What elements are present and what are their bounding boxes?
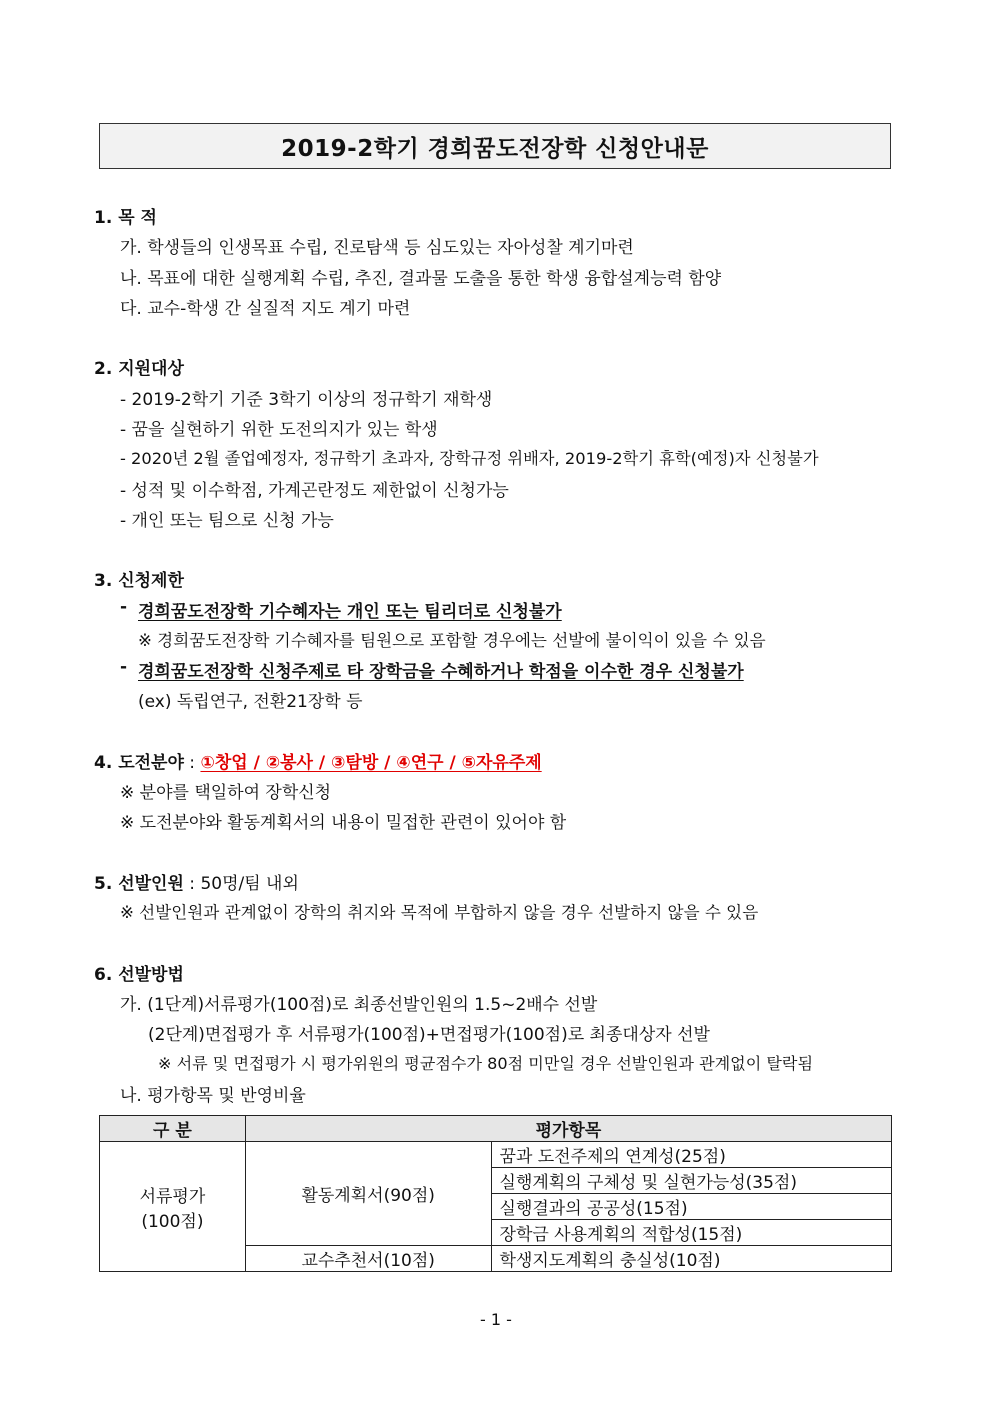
section-2-item: - 개인 또는 팀으로 신청 가능 [120,511,334,531]
section-4-heading: 4. 도전분야 [94,753,184,773]
title-box [99,123,891,169]
section-6-heading: 6. 선발방법 [94,965,184,985]
section-5-heading: 5. 선발인원 [94,874,184,894]
category-name: 서류평가 [139,1186,206,1207]
evaluation-table [99,1115,892,1272]
evaluation-item: 학생지도계획의 충실성(10점) [491,1246,891,1272]
challenge-fields: ①창업 / ②봉사 / ③탐방 / ④연구 / ⑤자유주제 [200,753,542,773]
section-5-note: ※ 선발인원과 관계없이 장학의 취지와 목적에 부합하지 않을 경우 선발하지 않을 수 있음 [120,903,759,922]
section-1-item: 가. 학생들의 인생목표 수립, 진로탐색 등 심도있는 자아성찰 계기마련 [120,238,634,258]
section-4-note: ※ 도전분야와 활동계획서의 내용이 밀접한 관련이 있어야 함 [120,813,567,833]
page-number: - 1 - [480,1310,512,1329]
selection-step-1: 가. (1단계)서류평가(100점)로 최종선발인원의 1.5~2배수 선발 [120,995,598,1015]
section-1-heading: 1. 목 적 [94,208,157,228]
evaluation-items-label: 나. 평가항목 및 반영비율 [120,1086,306,1106]
category-cell [100,1142,246,1272]
restriction-dash: - [120,597,128,617]
evaluation-item: 장학금 사용계획의 적합성(15점) [491,1220,891,1246]
header-evaluation-items: 평가항목 [245,1116,891,1142]
restriction-item-2: 경희꿈도전장학 신청주제로 타 장학금을 수혜하거나 학점을 이수한 경우 신청불가 [138,662,744,682]
activity-plan-cell: 활동계획서(90점) [245,1142,491,1246]
header-category: 구 분 [100,1116,246,1142]
section-1-item: 나. 목표에 대한 실행계획 수립, 추진, 결과물 도출을 통한 학생 융합설계능력 함양 [120,269,722,289]
restriction-dash: - [120,657,128,677]
selection-step-2: (2단계)면접평가 후 서류평가(100점)+면접평가(100점)로 최종대상자 선발 [148,1025,710,1045]
section-3-heading: 3. 신청제한 [94,571,184,591]
evaluation-item: 실행결과의 공공성(15점) [491,1194,891,1220]
restriction-item-1: 경희꿈도전장학 기수혜자는 개인 또는 팀리더로 신청불가 [138,602,562,622]
section-4-separator: : [183,753,201,773]
evaluation-item: 꿈과 도전주제의 연계성(25점) [491,1142,891,1168]
section-4-line [94,748,542,773]
section-4-note: ※ 분야를 택일하여 장학신청 [120,783,332,803]
section-2-item: - 성적 및 이수학점, 가계곤란정도 제한없이 신청가능 [120,481,509,501]
category-points: (100점) [141,1211,204,1232]
selection-count: : 50명/팀 내외 [183,874,299,894]
selection-note: ※ 서류 및 면접평가 시 평가위원의 평균점수가 80점 미만일 경우 선발인원과 관계없이 탈락됨 [158,1054,814,1073]
section-2-item: - 꿈을 실현하기 위한 도전의지가 있는 학생 [120,420,438,440]
section-2-heading: 2. 지원대상 [94,359,184,379]
restriction-note-2: (ex) 독립연구, 전환21장학 등 [138,692,363,712]
table-header-row [100,1116,892,1142]
section-5-line [94,869,299,894]
document-title: 2019-2학기 경희꿈도전장학 신청안내문 [281,135,709,162]
evaluation-item: 실행계획의 구체성 및 실현가능성(35점) [491,1168,891,1194]
section-1-item: 다. 교수-학생 간 실질적 지도 계기 마련 [120,299,411,319]
section-2-item: - 2020년 2월 졸업예정자, 정규학기 초과자, 장학규정 위배자, 2019-2학기 휴학(예정)자 신청불가 [120,449,819,468]
section-2-item: - 2019-2학기 기준 3학기 이상의 정규학기 재학생 [120,390,493,410]
recommendation-cell: 교수추천서(10점) [245,1246,491,1272]
restriction-note-1: ※ 경희꿈도전장학 기수혜자를 팀원으로 포함할 경우에는 선발에 불이익이 있을 수 있음 [138,631,766,650]
table-row [100,1142,892,1168]
